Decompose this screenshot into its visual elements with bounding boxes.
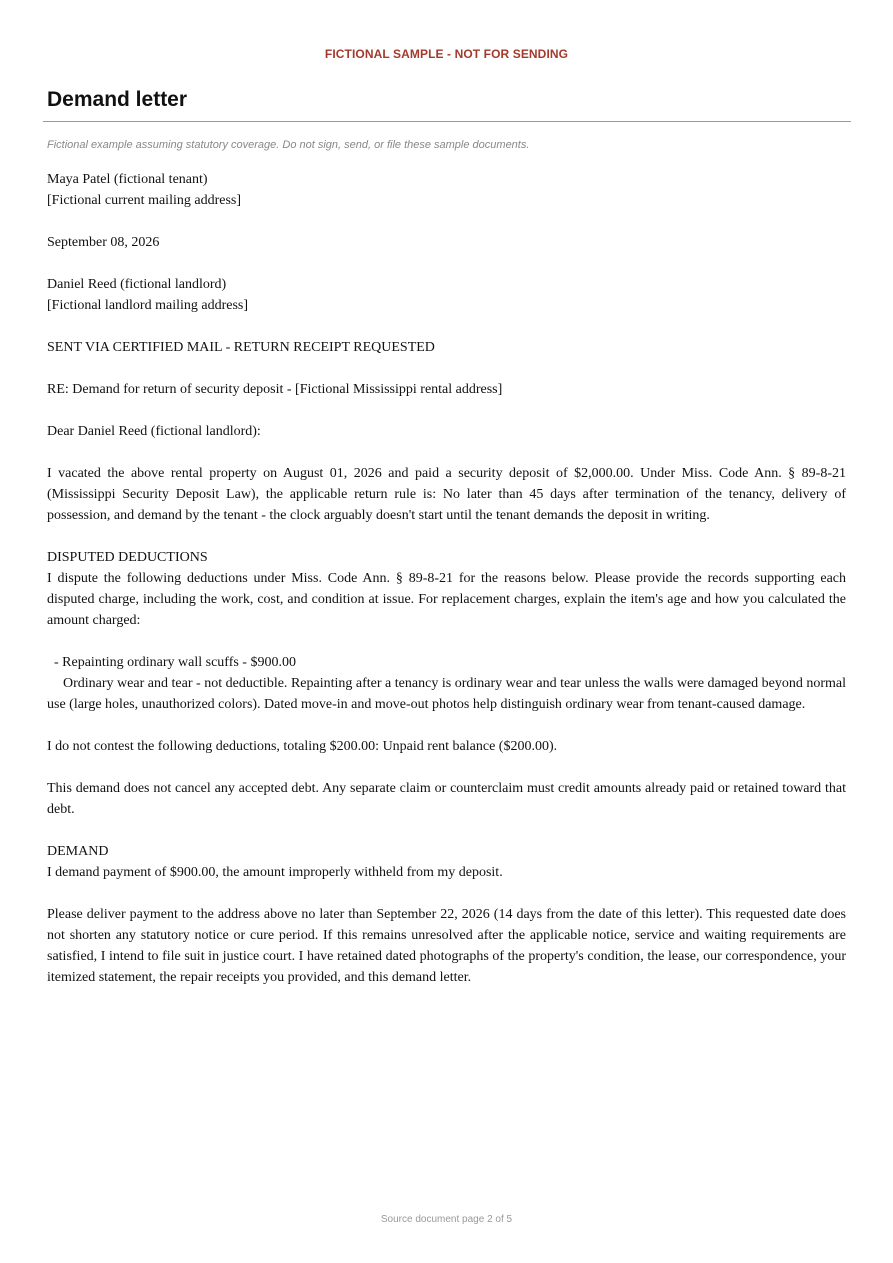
uncontested-deductions: I do not contest the following deductions, totaling $200.00: Unpaid rent balance ($200.00).: [47, 739, 558, 754]
demand-text: I demand payment of $900.00, the amount improperly withheld from my deposit.: [47, 865, 503, 880]
disputed-section: [47, 547, 846, 631]
recipient-address: [Fictional landlord mailing address]: [47, 298, 249, 313]
sender-address: [Fictional current mailing address]: [47, 193, 241, 208]
sample-banner: FICTIONAL SAMPLE - NOT FOR SENDING: [324, 47, 569, 61]
page-title: Demand letter: [47, 88, 188, 111]
intro-paragraph: I vacated the above rental property on August 01, 2026 and paid a security deposit of $2,000.00. Under Miss. Code Ann. § 89-8-21 (Mississippi Security Deposit Law), the applicable return rule is: No later than 45 days after termination of the tenancy, delivery of possession, and demand by the tenant - the clock arguably doesn't start until the tenant demands the deposit in writing.: [47, 466, 846, 523]
disputed-heading: DISPUTED DEDUCTIONS: [47, 550, 208, 565]
disputed-item-label: - Repainting ordinary wall scuffs - $900.00: [54, 655, 296, 670]
demand-heading: DEMAND: [47, 844, 109, 859]
letter-body: [47, 169, 846, 1009]
debt-note: This demand does not cancel any accepted debt. Any separate claim or counterclaim must credit amounts already paid or retained toward that debt.: [47, 781, 846, 817]
salutation: Dear Daniel Reed (fictional landlord):: [47, 424, 261, 439]
demand-section: [47, 841, 846, 883]
disputed-item-reason: Ordinary wear and tear - not deductible. Repainting after a tenancy is ordinary wear and tear unless the walls were damaged beyond normal use (large holes, unauthorized colors). Dated move-in and move-out photos help distinguish ordinary wear from tenant-caused damage.: [47, 676, 846, 712]
delivery-method: SENT VIA CERTIFIED MAIL - RETURN RECEIPT REQUESTED: [47, 340, 435, 355]
recipient-block: [47, 274, 846, 316]
sender-name: Maya Patel (fictional tenant): [47, 172, 208, 187]
disputed-text: I dispute the following deductions under Miss. Code Ann. § 89-8-21 for the reasons below. Please provide the records supporting each disputed charge, including the work, cost, and condition at issue. For replacement charges, explain the item's age and how you calculated the amount charged:: [47, 571, 846, 628]
closing-paragraph: Please deliver payment to the address above no later than September 22, 2026 (14 days from the date of this letter). This requested date does not shorten any statutory notice or cure period. If this remains unresolved after the applicable notice, service and waiting requirements are satisfied, I intend to file suit in justice court. I have retained dated photographs of the property's condition, the lease, our correspondence, your itemized statement, the repair receipts you provided, and this demand letter.: [47, 907, 846, 985]
disputed-item: [47, 652, 846, 715]
recipient-name: Daniel Reed (fictional landlord): [47, 277, 227, 292]
sender-block: [47, 169, 846, 211]
disclaimer-note: Fictional example assuming statutory coverage. Do not sign, send, or file these sample documents.: [47, 139, 530, 151]
page-footer: Source document page 2 of 5: [380, 1214, 513, 1225]
re-line: RE: Demand for return of security deposit - [Fictional Mississippi rental address]: [47, 382, 503, 397]
title-divider: [43, 121, 851, 122]
letter-date: September 08, 2026: [47, 235, 160, 250]
